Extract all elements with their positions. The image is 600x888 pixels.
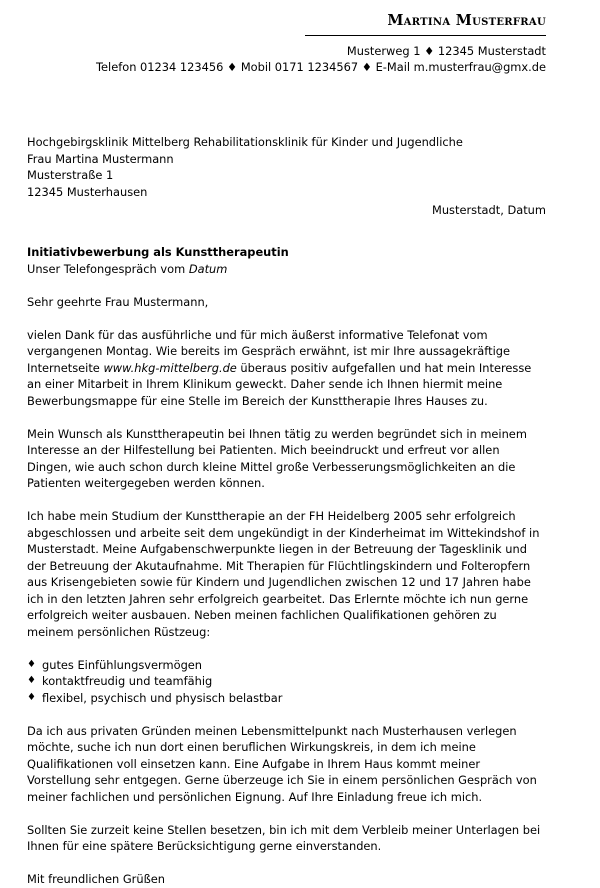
recipient-line: 12345 Musterhausen bbox=[27, 184, 148, 199]
paragraph-intro-part: überaus positiv aufgefallen und hat mein Interesse an einer Mitarbeit in Ihrem Klinikum geweckt. Daher sende ich Ihnen hiermit meine Bewerbungsmappe für eine Stelle im Bereich der Kunsttherapie Ihres Hauses zu. bbox=[27, 360, 532, 408]
recipient-line: Musterstraße 1 bbox=[27, 168, 114, 182]
sender-address: Musterweg 1 ♦ 12345 Musterstadt bbox=[346, 44, 546, 58]
subject-reference-prefix: Unser Telefongespräch vom bbox=[27, 261, 189, 276]
list-item: ♦ gutes Einfühlungsvermögen bbox=[27, 657, 546, 674]
subject-title: Initiativbewerbung als Kunsttherapeutin bbox=[27, 245, 289, 259]
paragraph-motivation: Mein Wunsch als Kunsttherapeutin bei Ihnen tätig zu werden begründet sich in meinem Interesse an der Hilfestellung bei Patienten. Mich beeindruckt und erfreut vor allen Dingen, wie auch schon durch kleine Mittel große Verbesserungsmöglichkeiten an die Patienten weitergegeben werden können. bbox=[27, 426, 527, 490]
paragraph-intro bbox=[27, 327, 546, 410]
paragraph-intro-part: vielen Dank für das ausführliche und für mich äußerst informative Telefonat vom vergangenen Montag. Wie bereits im Gespräch erwähnt, ist mir Ihre aussagekräftige Internetseite bbox=[27, 327, 510, 375]
closing: Mit freundlichen Grüßen bbox=[27, 872, 165, 886]
paragraph-qualification: Ich habe mein Studium der Kunsttherapie an der FH Heidelberg 2005 sehr erfolgreich abgeschlossen und arbeite seit dem ungekündigt in der Kinderheimat im Wittekindshof in Musterstadt. Meine Aufgabenschwerpunkte liegen in der Betreuung der Tagesklinik und der Betreuung der Akutaufnahme. Mit Therapien für Flüchtlingskindern und Folteropfern aus Krisengebieten sowie für Kindern und Jugendlichen zwischen 12 und 17 Jahren habe ich in den letzten Jahren sehr erfolgreich gearbeitet. Das Erlernte möchte ich nun gerne erfolgreich weiter ausbauen. Neben meinen fachlichen Qualifikationen gehören zu meinem persönlichen Rüstzeug: bbox=[27, 509, 540, 639]
sender-name: Martina Musterfrau bbox=[387, 12, 546, 29]
website-text: www.hkg-mittelberg.de bbox=[103, 360, 237, 375]
date-line: Musterstadt, Datum bbox=[432, 203, 546, 217]
recipient-line: Hochgebirgsklinik Mittelberg Rehabilitationsklinik für Kinder und Jugendliche bbox=[27, 135, 463, 149]
letterhead-divider bbox=[305, 35, 546, 36]
list-item: ♦ flexibel, psychisch und physisch belastbar bbox=[27, 690, 546, 707]
recipient-line: Frau Martina Mustermann bbox=[27, 151, 174, 166]
skills-list bbox=[27, 657, 546, 707]
letter-body bbox=[27, 244, 546, 888]
subject-reference bbox=[27, 261, 546, 278]
recipient-address bbox=[27, 134, 546, 200]
salutation: Sehr geehrte Frau Mustermann, bbox=[27, 294, 209, 309]
paragraph-documents: Sollten Sie zurzeit keine Stellen besetzen, bin ich mit dem Verbleib meiner Unterlagen bei Ihnen für eine spätere Berücksichtigung gerne einverstanden. bbox=[27, 822, 541, 853]
paragraph-relocation: Da ich aus privaten Gründen meinen Lebensmittelpunkt nach Musterhausen verlegen möchte, suche ich nun dort einen beruflichen Wirkungskreis, in dem ich meine Qualifikationen voll einsetzen kann. Eine Aufgabe in Ihrem Haus kommt meiner Vorstellung sehr entgegen. Gerne überzeuge ich Sie in einem persönlichen Gespräch von meiner fachlichen und persönlichen Eignung. Auf Ihre Einladung freue ich mich. bbox=[27, 723, 537, 804]
sender-contact: Telefon 01234 123456 ♦ Mobil 0171 1234567 ♦ E-Mail m.musterfrau@gmx.de bbox=[96, 60, 546, 74]
list-item: ♦ kontaktfreudig und teamfähig bbox=[27, 673, 546, 690]
subject-reference-date: Datum bbox=[188, 261, 228, 276]
